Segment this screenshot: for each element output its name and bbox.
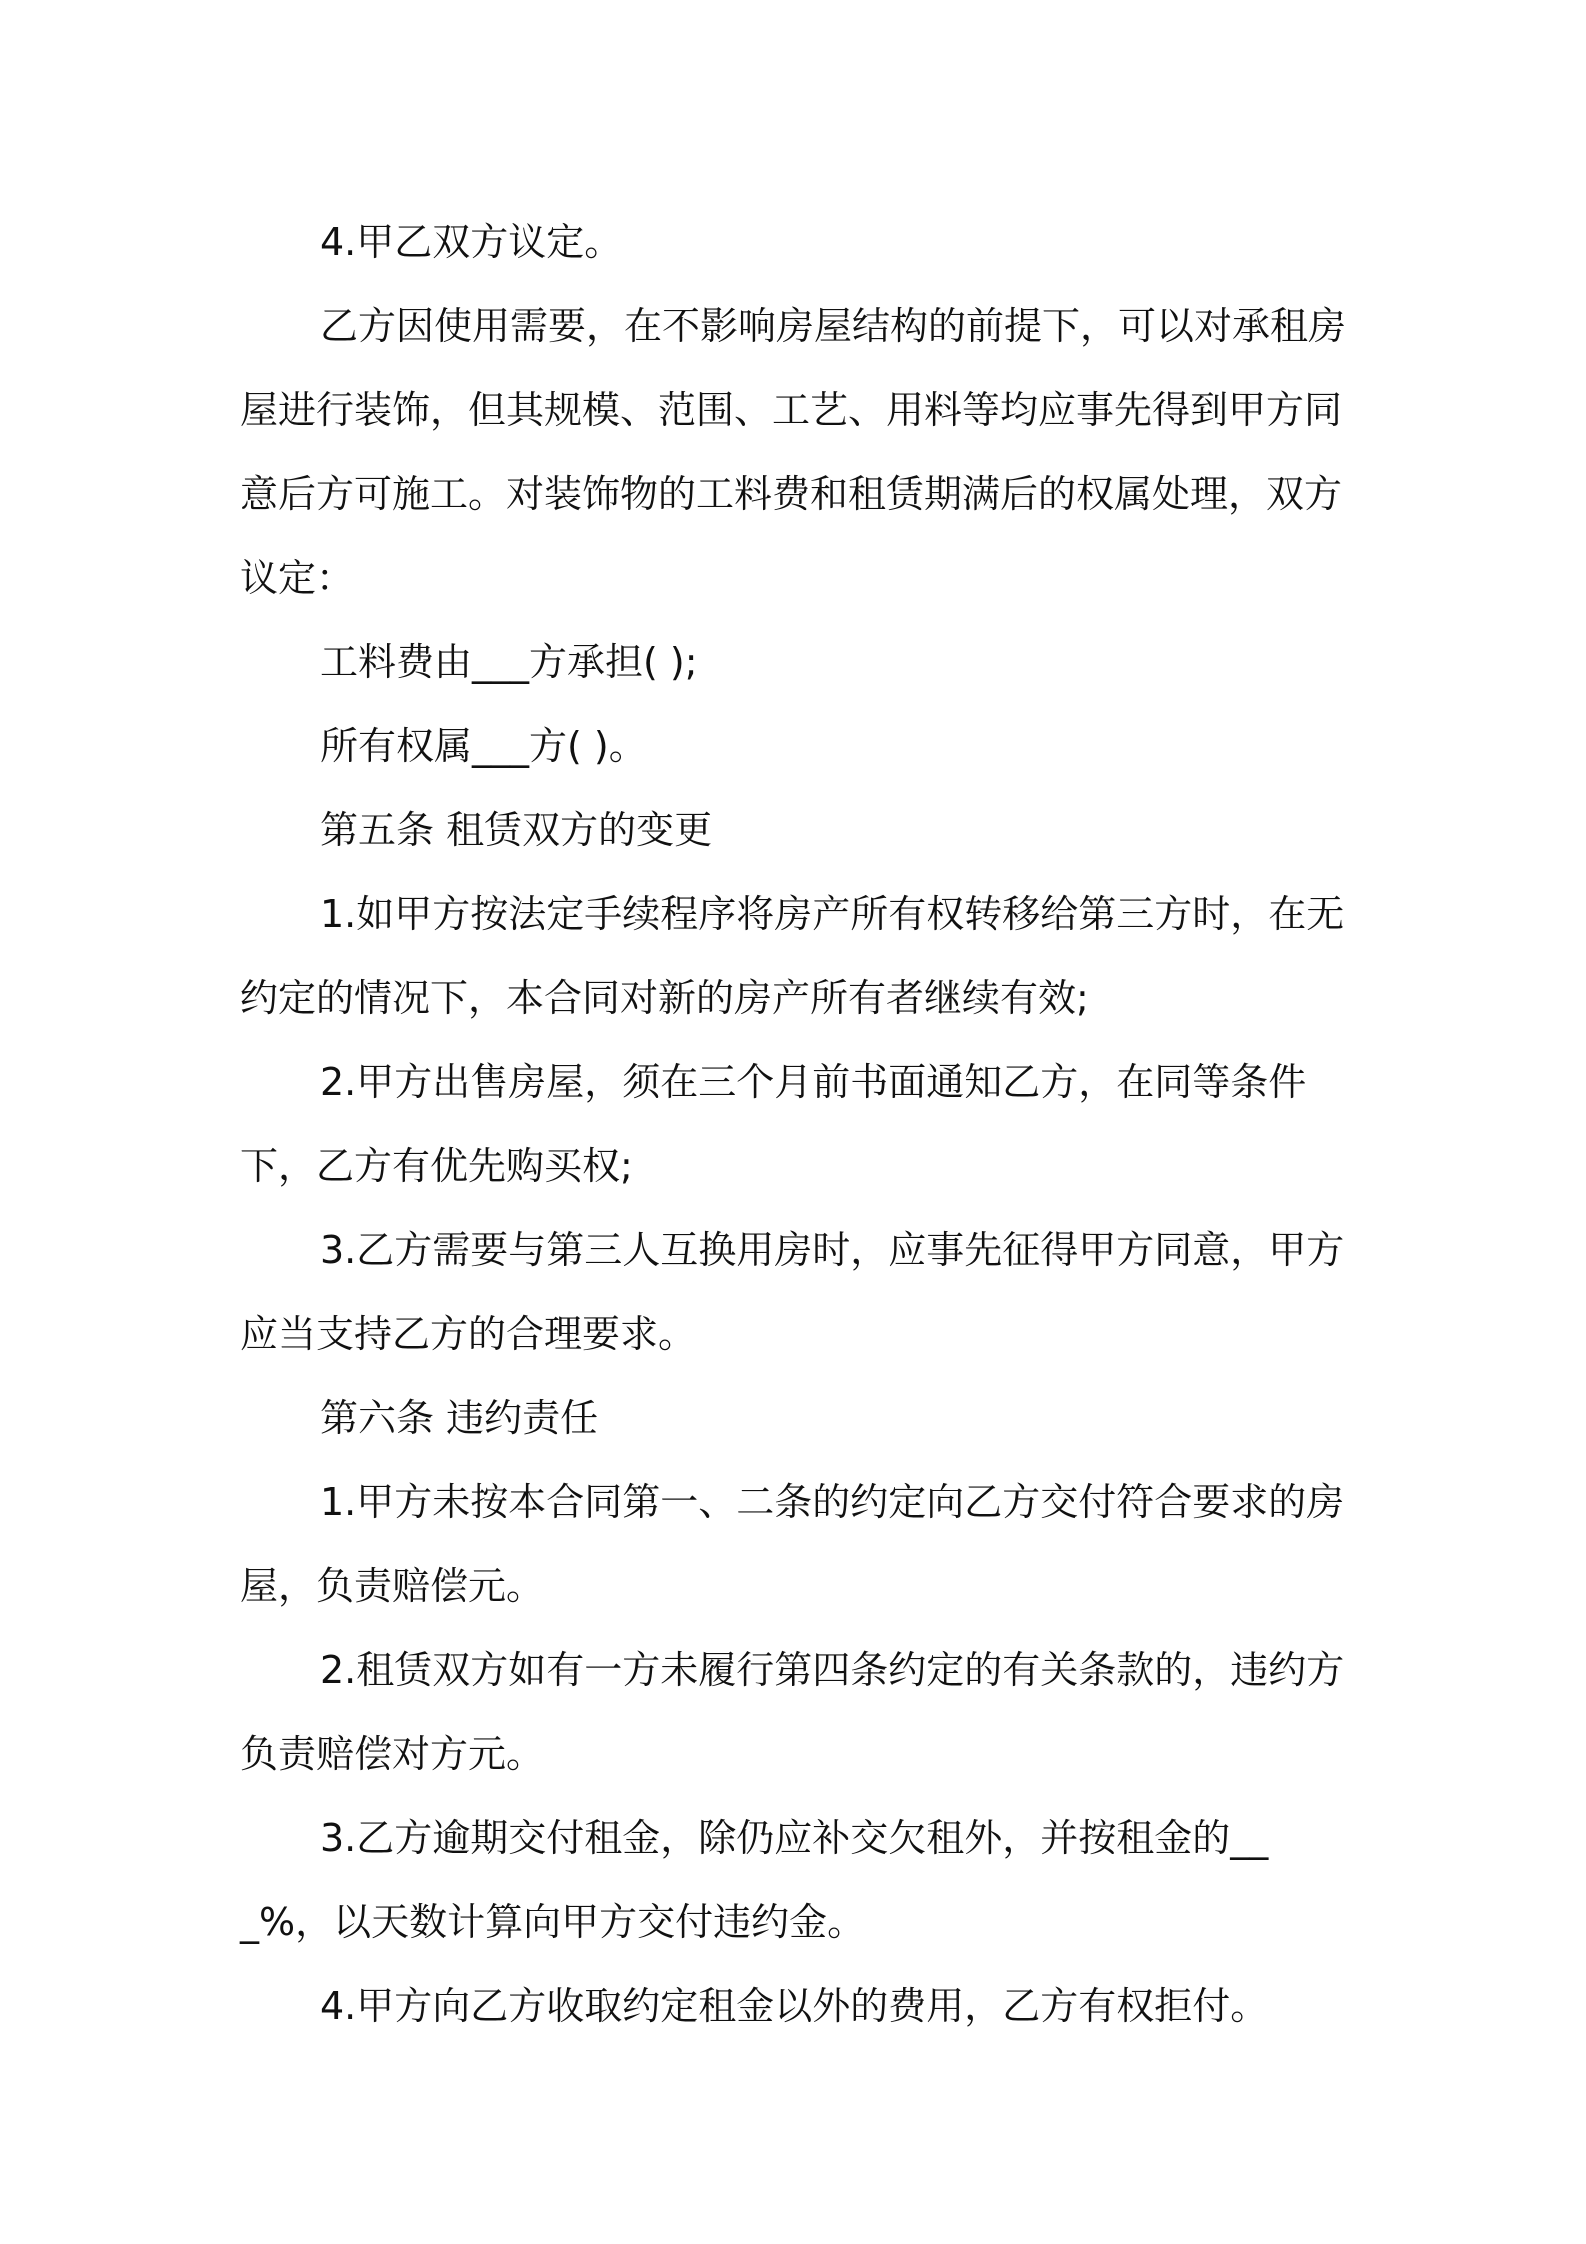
contract-body (240, 200, 1350, 2048)
paragraph-article-5-item-2: 2.甲方出售房屋，须在三个月前书面通知乙方，在同等条件下，乙方有优先购买权; (240, 1060, 1307, 1188)
paragraph-article-6-item-1: 1.甲方未按本合同第一、二条的约定向乙方交付符合要求的房屋，负责赔偿元。 (240, 1480, 1345, 1608)
section-heading-article-5: 第五条 租赁双方的变更 (320, 808, 713, 852)
paragraph-material-cost: 工料费由___方承担( ); (320, 640, 698, 684)
paragraph-article-5-item-1: 1.如甲方按法定手续程序将房产所有权转移给第三方时，在无约定的情况下，本合同对新的房产所有者继续有效; (240, 892, 1345, 1020)
paragraph-article-6-item-3: 3.乙方逾期交付租金，除仍应补交欠租外，并按租金的___%，以天数计算向甲方交付违约金。 (240, 1816, 1269, 1944)
paragraph-article-6-item-4: 4.甲方向乙方收取约定租金以外的费用，乙方有权拒付。 (320, 1984, 1269, 2028)
paragraph-decoration-terms: 乙方因使用需要，在不影响房屋结构的前提下，可以对承租房屋进行装饰，但其规模、范围、工艺、用料等均应事先得到甲方同意后方可施工。对装饰物的工料费和租赁期满后的权属处理，双方议定： (240, 304, 1347, 600)
paragraph-agreement-item-4: 4.甲乙双方议定。 (320, 220, 623, 264)
section-heading-article-6: 第六条 违约责任 (320, 1396, 599, 1440)
paragraph-article-5-item-3: 3.乙方需要与第三人互换用房时，应事先征得甲方同意，甲方应当支持乙方的合理要求。 (240, 1228, 1345, 1356)
paragraph-article-6-item-2: 2.租赁双方如有一方未履行第四条约定的有关条款的，违约方负责赔偿对方元。 (240, 1648, 1345, 1776)
paragraph-ownership: 所有权属___方( )。 (320, 724, 647, 768)
